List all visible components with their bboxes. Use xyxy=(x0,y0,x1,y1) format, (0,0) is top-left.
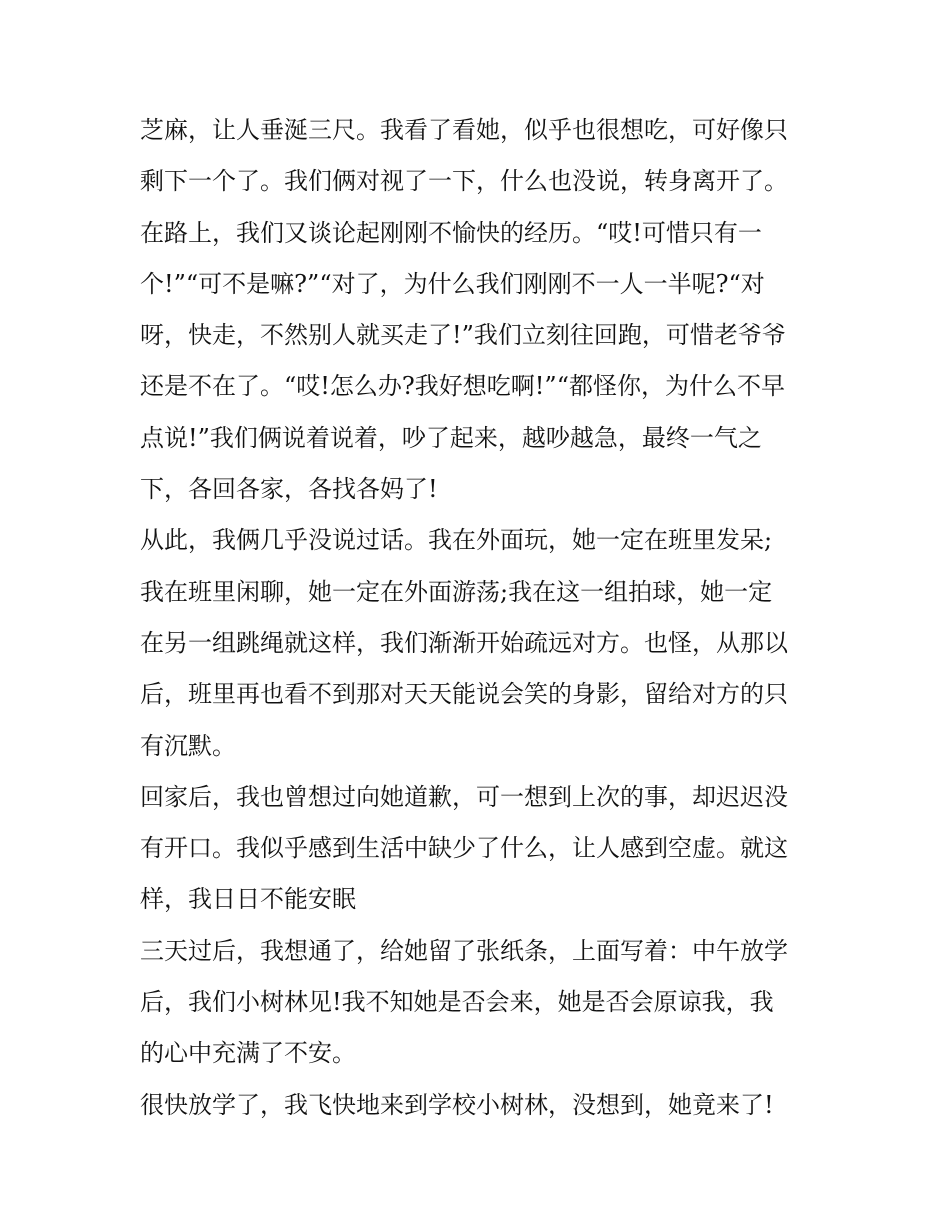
text-line: 呀，快走，不然别人就买走了!”我们立刻往回跑，可惜老爷爷 xyxy=(140,321,786,350)
text-line: 个!”“可不是嘛?”“对了，为什么我们刚刚不一人一半呢?“对 xyxy=(140,269,765,298)
text-line: 从此，我俩几乎没说过话。我在外面玩，她一定在班里发呆; xyxy=(140,526,773,555)
body-text xyxy=(140,105,820,1131)
text-line: 在另一组跳绳就这样，我们渐渐开始疏远对方。也怪，从那以 xyxy=(140,628,788,657)
text-line: 的心中充满了不安。 xyxy=(140,1039,356,1068)
text-line: 我在班里闲聊，她一定在外面游荡;我在这一组拍球，她一定 xyxy=(140,577,773,606)
text-line: 三天过后，我想通了，给她留了张纸条，上面写着：中午放学 xyxy=(140,936,788,965)
text-line: 下，各回各家，各找各妈了! xyxy=(140,475,438,504)
text-line: 有开口。我似乎感到生活中缺少了什么，让人感到空虚。就这 xyxy=(140,834,788,863)
text-line: 还是不在了。“哎!怎么办?我好想吃啊!”“都怪你，为什么不早 xyxy=(140,372,785,401)
text-line: 回家后，我也曾想过向她道歉，可一想到上次的事，却迟迟没 xyxy=(140,782,788,811)
text-line: 后，我们小树林见!我不知她是否会来，她是否会原谅我，我 xyxy=(140,988,774,1017)
text-line: 在路上，我们又谈论起刚刚不愉快的经历。“哎!可惜只有一 xyxy=(140,218,762,247)
text-line: 芝麻，让人垂涎三尺。我看了看她，似乎也很想吃，可好像只 xyxy=(140,116,788,144)
text-line: 后，班里再也看不到那对天天能说会笑的身影，留给对方的只 xyxy=(140,680,788,709)
text-line: 点说!”我们俩说着说着，吵了起来，越吵越急，最终一气之 xyxy=(140,423,762,452)
text-line: 有沉默。 xyxy=(140,731,236,760)
text-line: 很快放学了，我飞快地来到学校小树林，没想到，她竟来了! xyxy=(140,1090,774,1119)
text-line: 剩下一个了。我们俩对视了一下，什么也没说，转身离开了。 xyxy=(140,167,788,196)
text-line: 样，我日日不能安眠 xyxy=(140,885,356,914)
